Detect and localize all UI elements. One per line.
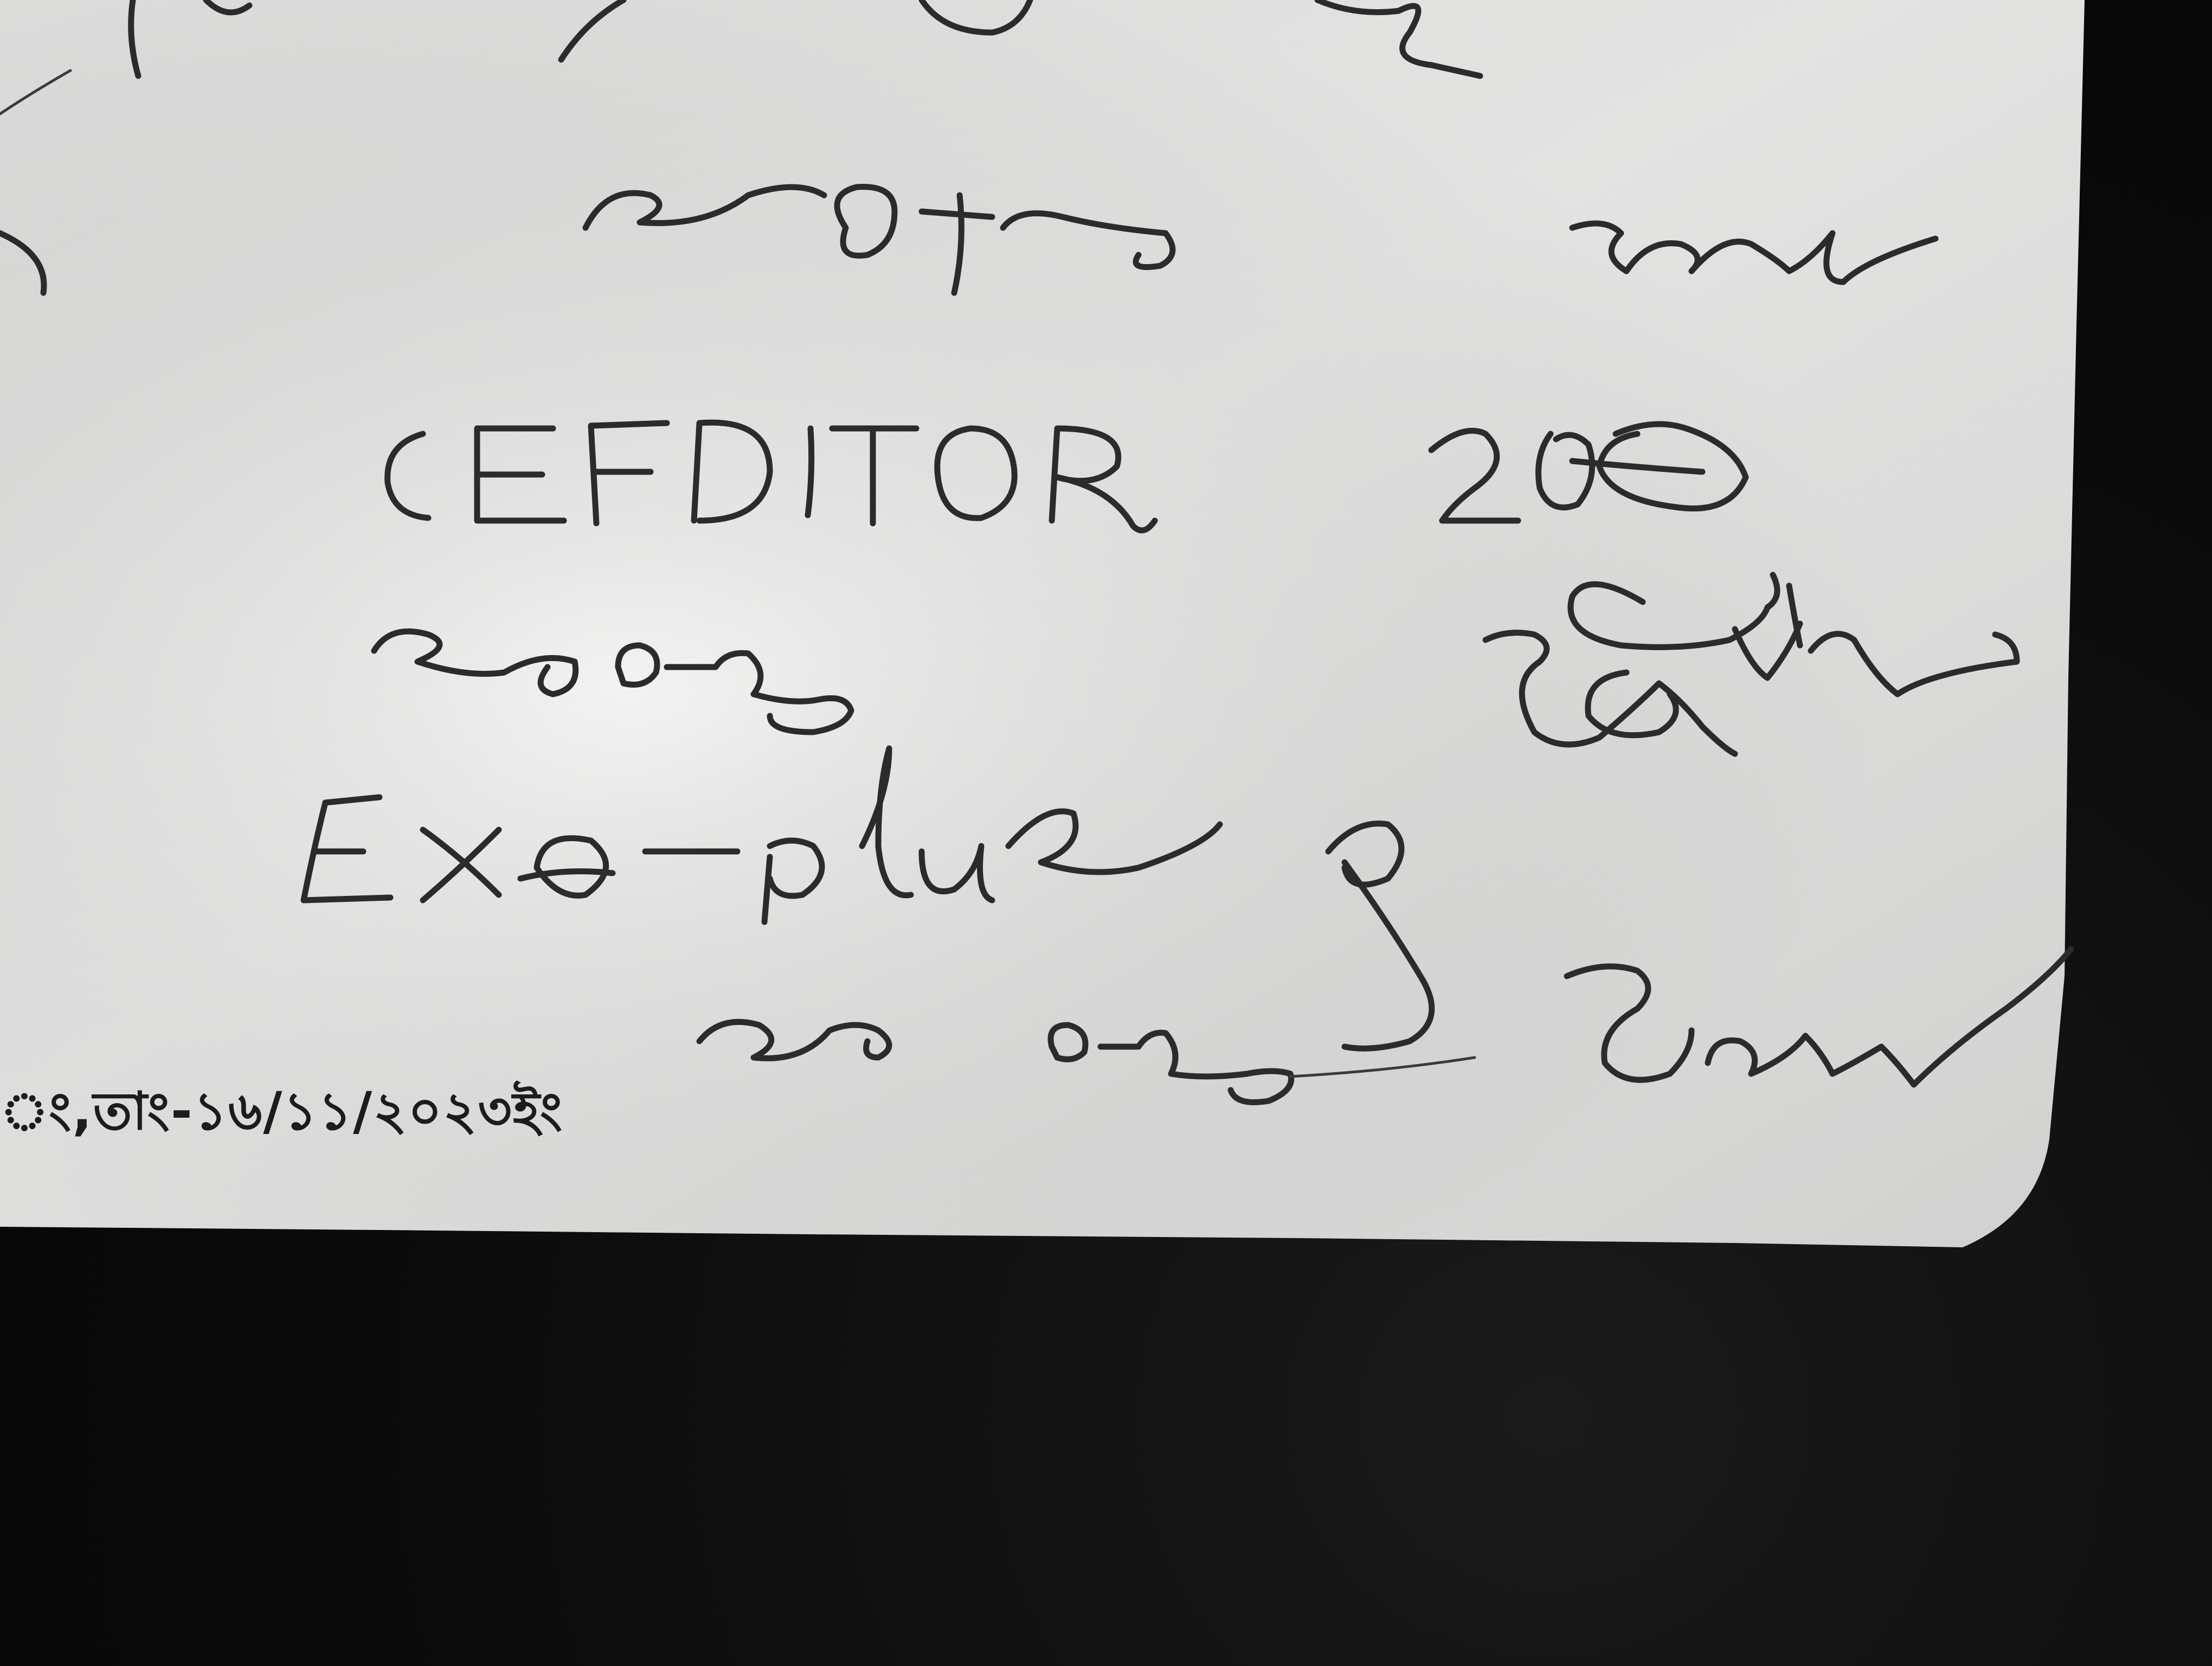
printed-date-footer: ং,তাং-১৬/১১/২০২৩ইং xyxy=(0,1081,564,1142)
